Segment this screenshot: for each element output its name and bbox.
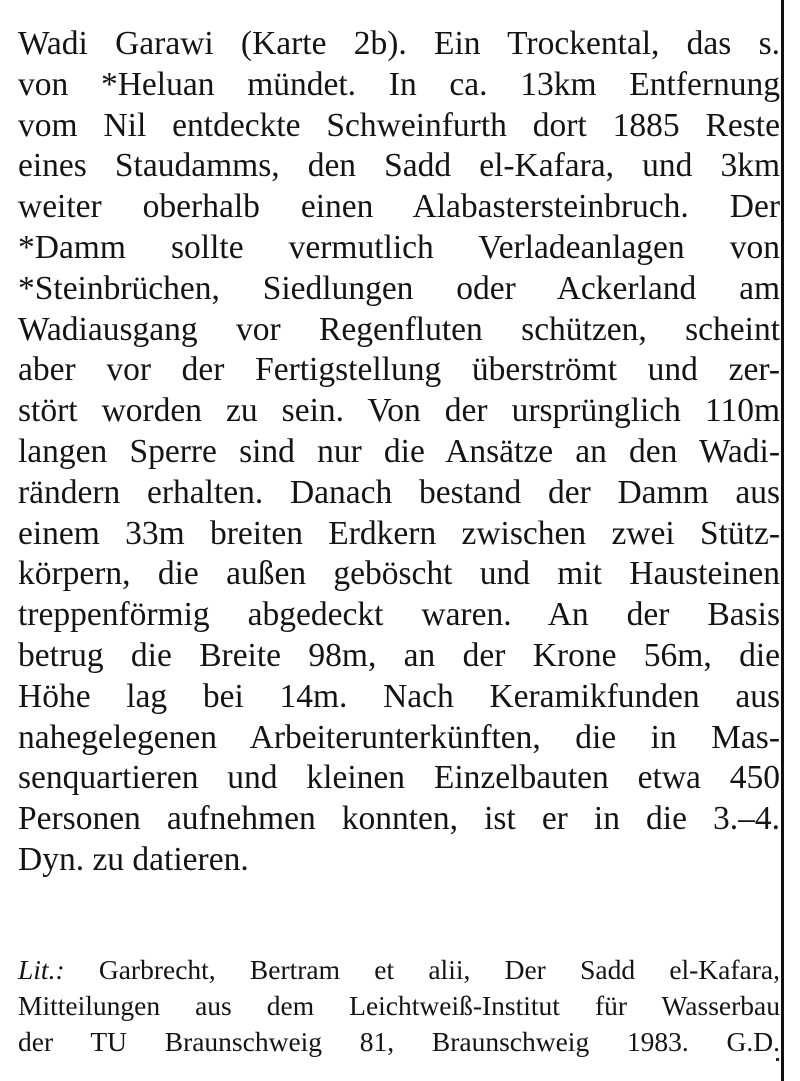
article-line-19: senquartieren und kleinen Einzelbauten etwa 450	[18, 759, 780, 797]
literature-line-1	[18, 952, 780, 988]
article-line-2: von *Heluan mündet. In ca. 13km Entfernung	[18, 65, 780, 103]
article-line-14: körpern, die außen geböscht und mit Hausteinen	[18, 555, 780, 593]
article-body	[18, 24, 780, 881]
article-line-9: aber vor der Fertigstellung überströmt und zer-	[18, 351, 780, 389]
article-line-12: rändern erhalten. Danach bestand der Damm aus	[18, 473, 780, 511]
article-line-16: betrug die Breite 98m, an der Krone 56m, die	[18, 636, 780, 674]
article-line-13: einem 33m breiten Erdkern zwischen zwei Stütz-	[18, 514, 780, 552]
literature-label: Lit.:	[18, 954, 65, 985]
article-line-8: Wadiausgang vor Regenfluten schützen, scheint	[18, 310, 780, 348]
literature-line-1-text: Garbrecht, Bertram et alii, Der Sadd el-Kafara,	[64, 954, 780, 985]
article-line-18: nahegelegenen Arbeiterunterkünften, die in Mas-	[18, 718, 780, 756]
article-line-11: langen Sperre sind nur die Ansätze an den Wadi-	[18, 432, 780, 470]
article-line-3: vom Nil entdeckte Schweinfurth dort 1885 Reste	[18, 106, 780, 144]
literature-reference	[18, 952, 780, 1060]
scan-speck	[776, 1058, 779, 1061]
literature-line-2: Mitteilungen aus dem Leichtweiß-Institut für Wasserbau	[18, 990, 780, 1021]
article-line-17: Höhe lag bei 14m. Nach Keramikfunden aus	[18, 677, 780, 715]
article-line-5: weiter oberhalb einen Alabastersteinbruch. Der	[18, 188, 780, 226]
article-line-10: stört worden zu sein. Von der ursprünglich 110m	[18, 392, 780, 430]
literature-line-3: der TU Braunschweig 81, Braunschweig 1983. G.D.	[18, 1026, 780, 1057]
article-line-20: Personen aufnehmen konnten, ist er in die 3.–4.	[18, 800, 780, 838]
article-line-4: eines Staudamms, den Sadd el-Kafara, und 3km	[18, 147, 780, 185]
article-line-1: Wadi Garawi (Karte 2b). Ein Trockental, das s.	[18, 25, 780, 62]
article-line-6: *Damm sollte vermutlich Verladeanlagen von	[18, 228, 780, 266]
article-line-21: Dyn. zu datieren.	[18, 840, 249, 878]
article-line-15: treppenförmig abgedeckt waren. An der Basis	[18, 596, 780, 634]
article-line-7: *Steinbrüchen, Siedlungen oder Ackerland am	[18, 269, 780, 307]
